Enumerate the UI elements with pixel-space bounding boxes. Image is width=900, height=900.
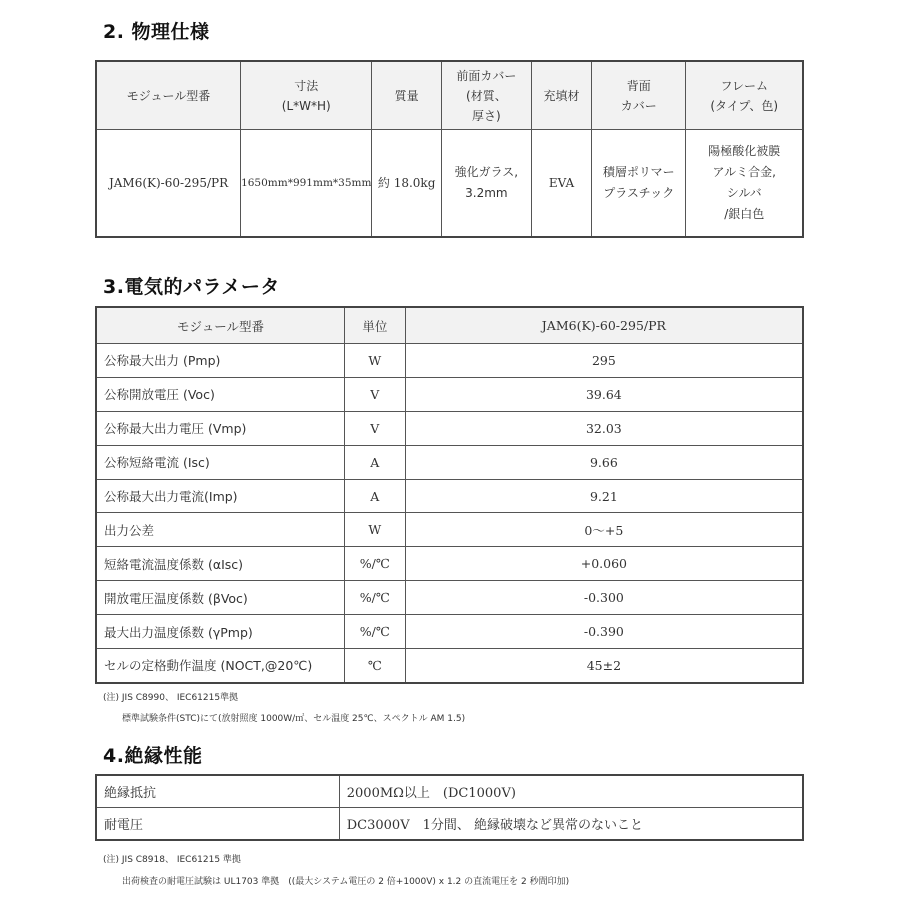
param-value: -0.390 bbox=[405, 615, 803, 649]
param-value: 9.66 bbox=[405, 445, 803, 479]
table-row bbox=[96, 649, 803, 683]
param-label: 出力公差 bbox=[96, 513, 344, 547]
param-value: 9.21 bbox=[405, 479, 803, 513]
param-label: 公称短絡電流 (Isc) bbox=[96, 445, 344, 479]
table-row bbox=[96, 445, 803, 479]
table-row bbox=[96, 377, 803, 411]
header-unit: 単位 bbox=[344, 307, 405, 344]
insulation-label: 耐電圧 bbox=[96, 808, 339, 841]
param-unit: A bbox=[344, 479, 405, 513]
header-encapsulant: 充填材 bbox=[531, 61, 591, 130]
electrical-note-standard: (注) JIS C8990、 IEC61215準拠 bbox=[103, 693, 239, 703]
param-label: 公称最大出力 (Pmp) bbox=[96, 344, 344, 378]
header-model: モジュール型番 bbox=[96, 61, 241, 130]
table-row bbox=[96, 775, 803, 808]
physical-spec-table bbox=[95, 60, 804, 238]
table-header-row bbox=[96, 307, 803, 344]
param-unit: V bbox=[344, 411, 405, 445]
param-unit: ℃ bbox=[344, 649, 405, 683]
insulation-label: 絶縁抵抗 bbox=[96, 775, 339, 808]
table-row bbox=[96, 808, 803, 841]
param-label: 公称最大出力電流(Imp) bbox=[96, 479, 344, 513]
insulation-note-standard: (注) JIS C8918、 IEC61215 準拠 bbox=[103, 855, 241, 865]
table-row bbox=[96, 411, 803, 445]
param-value: 39.64 bbox=[405, 377, 803, 411]
param-label: 短絡電流温度係数 (αIsc) bbox=[96, 547, 344, 581]
table-row bbox=[96, 479, 803, 513]
param-label: セルの定格動作温度 (NOCT,@20℃) bbox=[96, 649, 344, 683]
cell-back-cover: 積層ポリマー プラスチック bbox=[592, 130, 686, 238]
insulation-note-test: 出荷検査の耐電圧試験は UL1703 準拠 ((最大システム電圧の 2 倍+1000V) x 1.2 の直流電圧を 2 秒間印加) bbox=[122, 877, 570, 887]
header-mass: 質量 bbox=[372, 61, 441, 130]
param-label: 最大出力温度係数 (γPmp) bbox=[96, 615, 344, 649]
param-unit: A bbox=[344, 445, 405, 479]
table-row bbox=[96, 547, 803, 581]
insulation-section-title: 4.絶縁性能 bbox=[103, 745, 203, 767]
cell-dimensions: 1650mm*991mm*35mm bbox=[241, 130, 372, 238]
table-row bbox=[96, 130, 803, 238]
table-row bbox=[96, 344, 803, 378]
param-value: 0〜+5 bbox=[405, 513, 803, 547]
header-frame: フレーム (タイプ、色) bbox=[686, 61, 803, 130]
param-unit: W bbox=[344, 513, 405, 547]
param-unit: %/℃ bbox=[344, 581, 405, 615]
param-unit: V bbox=[344, 377, 405, 411]
param-value: 32.03 bbox=[405, 411, 803, 445]
insulation-value: 2000MΩ以上 (DC1000V) bbox=[339, 775, 803, 808]
param-value: 45±2 bbox=[405, 649, 803, 683]
table-row bbox=[96, 513, 803, 547]
param-value: 295 bbox=[405, 344, 803, 378]
insulation-table bbox=[95, 774, 804, 841]
header-dimensions: 寸法 (L*W*H) bbox=[241, 61, 372, 130]
param-value: +0.060 bbox=[405, 547, 803, 581]
header-model: モジュール型番 bbox=[96, 307, 344, 344]
table-header-row bbox=[96, 61, 803, 130]
table-row bbox=[96, 615, 803, 649]
cell-front-cover: 強化ガラス, 3.2mm bbox=[441, 130, 531, 238]
header-model-number: JAM6(K)-60-295/PR bbox=[405, 307, 803, 344]
param-label: 公称開放電圧 (Voc) bbox=[96, 377, 344, 411]
cell-encapsulant: EVA bbox=[531, 130, 591, 238]
physical-section-title: 2. 物理仕様 bbox=[103, 21, 210, 43]
param-unit: W bbox=[344, 344, 405, 378]
electrical-note-stc: 標準試験条件(STC)にて(放射照度 1000W/㎡、セル温度 25℃、スペクトル AM 1.5) bbox=[122, 714, 466, 724]
param-value: -0.300 bbox=[405, 581, 803, 615]
electrical-params-table bbox=[95, 306, 804, 684]
table-row bbox=[96, 581, 803, 615]
param-label: 公称最大出力電圧 (Vmp) bbox=[96, 411, 344, 445]
cell-model: JAM6(K)-60-295/PR bbox=[96, 130, 241, 238]
param-label: 開放電圧温度係数 (βVoc) bbox=[96, 581, 344, 615]
cell-frame: 陽極酸化被膜 アルミ合金, シルバ /銀白色 bbox=[686, 130, 803, 238]
cell-mass: 約 18.0kg bbox=[372, 130, 441, 238]
param-unit: %/℃ bbox=[344, 547, 405, 581]
header-back-cover: 背面 カバー bbox=[592, 61, 686, 130]
insulation-value: DC3000V 1分間、 絶縁破壊など異常のないこと bbox=[339, 808, 803, 841]
param-unit: %/℃ bbox=[344, 615, 405, 649]
header-front-cover: 前面カバー (材質、 厚さ) bbox=[441, 61, 531, 130]
electrical-section-title: 3.電気的パラメータ bbox=[103, 276, 280, 298]
